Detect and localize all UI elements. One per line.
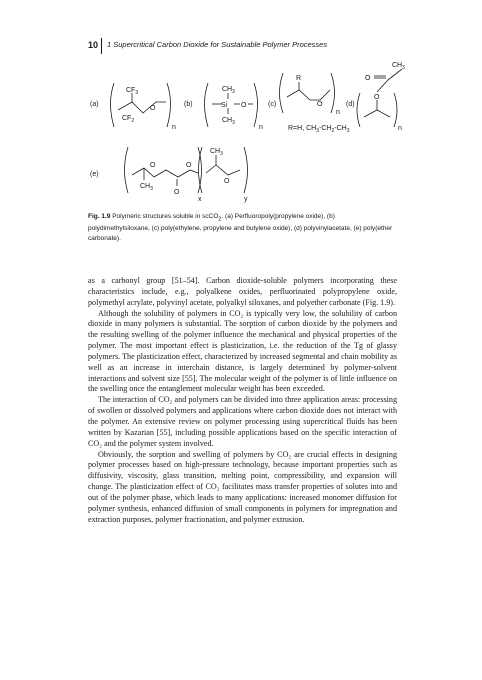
bond-methyl-d <box>388 69 402 80</box>
bracket-left-c <box>280 73 284 113</box>
page-number: 10 <box>88 40 99 50</box>
atom-o-e4: O <box>224 178 230 185</box>
label-e: (e) <box>90 171 99 178</box>
bond-acyl <box>377 80 388 92</box>
bracket-right-b <box>254 83 258 127</box>
label-c: (c) <box>268 101 277 108</box>
backbone-d <box>364 110 390 117</box>
page-header <box>88 38 418 54</box>
figure-caption <box>88 212 398 244</box>
backbone-e2 <box>206 165 240 175</box>
paragraph-3: The interaction of CO₂ and polymers can be divided into three application areas: processing of swollen or dissolved polymers and applications where carbon dioxide does not interact with the polymer. An extensive review on polymer processing using supercritical fluids has been written by Kazarian [55], including possible applications based on the specific interaction of CO₂ and the polymer system involved. <box>88 395 397 448</box>
bracket-left-d <box>357 93 360 127</box>
atom-ch3-d: $CH_3$ <box>392 62 405 71</box>
repeat-y: y <box>244 196 248 203</box>
caption-text: Polymeric structures soluble in scCO <box>110 213 219 220</box>
repeat-n-b: n <box>259 124 263 131</box>
paragraph-4: Obviously, the sorption and swelling of polymers by CO₂ are crucial effects in designing polymer processes based on high-pressure technology, because important properties such as diffusivity, viscosity, glass transition, melting point, compressibility, and expansion will change. The plasticization effect of CO₂ facilitates mass transfer properties of solutes into and out of the polymer phase, which leads to many applications: increased monomer diffusion for polymer synthesis, enhanced diffusion of small components in polymers for impregnation and extraction purposes, polymer fractionation, and polymer extrusion. <box>88 449 397 524</box>
running-title: 1 Supercritical Carbon Dioxide for Sustainable Polymer Processes <box>107 40 328 49</box>
caption-sub: 2 <box>218 216 222 223</box>
atom-cf3: $CF_3$ <box>126 87 139 96</box>
atom-o-e1: O <box>150 162 156 169</box>
r-definition: R=H, $CH_3-CH_2-CH_3$ <box>288 125 350 134</box>
backbone-c <box>287 90 330 100</box>
backbone-a <box>118 102 166 113</box>
atom-ch3-e1: $CH_3$ <box>140 183 153 192</box>
atom-o-ester: O <box>374 94 380 101</box>
atom-ch3-top-b: $CH_3$ <box>222 86 235 95</box>
body-text <box>88 276 397 525</box>
atom-si: Si <box>221 102 228 109</box>
bracket-left-b <box>205 83 209 127</box>
repeat-n-a: n <box>172 124 176 131</box>
atom-ch3-e2: $CH_3$ <box>210 148 223 157</box>
bracket-left-a <box>111 83 115 127</box>
atom-cf2: $CF_2$ <box>122 115 135 124</box>
bracket-right-c <box>331 73 335 113</box>
atom-o-c: O <box>317 101 323 108</box>
atom-o-e3: O <box>174 189 180 196</box>
repeat-x: x <box>198 196 202 203</box>
repeat-n-c: n <box>336 109 340 116</box>
caption-text-rest: . (a) Perfluoropoly(propylene oxide), (b) polydimethylsiloxane, (c) poly(ethylene, propylene and butylene oxide), (d) polyvinylacetate, (e) poly(ether carbonate). <box>88 213 393 243</box>
bracket-right-e2 <box>244 147 248 193</box>
paragraph-1: as a carbonyl group [51–54]. Carbon dioxide-soluble polymers incorporating these characteristics include, e.g., polyalkene oxides, perfluorinated polypropylene oxide, polymethyl acrylate, polyvinyl acetate, polyalkyl siloxanes, and polyether carbonate (Fig. 1.9). <box>88 276 397 307</box>
atom-o-a: O <box>150 105 156 112</box>
label-b: (b) <box>184 101 193 108</box>
atom-o-e2: O <box>186 162 192 169</box>
bracket-right-d <box>394 93 397 127</box>
structures-svg <box>88 55 408 210</box>
bracket-left-e1 <box>125 147 129 193</box>
atom-r: R <box>296 75 302 82</box>
caption-label: Fig. 1.9 <box>88 213 111 220</box>
header-divider <box>101 38 102 54</box>
atom-ch3-bottom-b: $CH_3$ <box>222 117 235 126</box>
chemical-structures-figure <box>88 55 408 210</box>
bracket-right-a <box>167 83 171 127</box>
repeat-n-d: n <box>398 125 402 132</box>
label-d: (d) <box>346 101 355 108</box>
label-a: (a) <box>90 101 99 108</box>
backbone-e1 <box>132 168 198 177</box>
paragraph-2: Although the solubility of polymers in CO₂ is typically very low, the solubility of carbon dioxide in many polymers is substantial. The sorption of carbon dioxide by the polymers and the resulting swelling of the polymer influence the mechanical and physical properties of the polymer. The most important effect is plasticization, i.e. the reduction of the Tg of glassy polymers. The plasticization effect, characterized by increased segmental and chain mobility as well as an increase in interchain distance, is largely determined by polymer-solvent interactions and solvent size [55]. The molecular weight of the polymer is of little influence on the swelling once the entanglement molecular weight has been exceeded. <box>88 308 397 394</box>
atom-o-carbonyl: O <box>365 75 371 82</box>
atom-o-b: O <box>241 102 247 109</box>
